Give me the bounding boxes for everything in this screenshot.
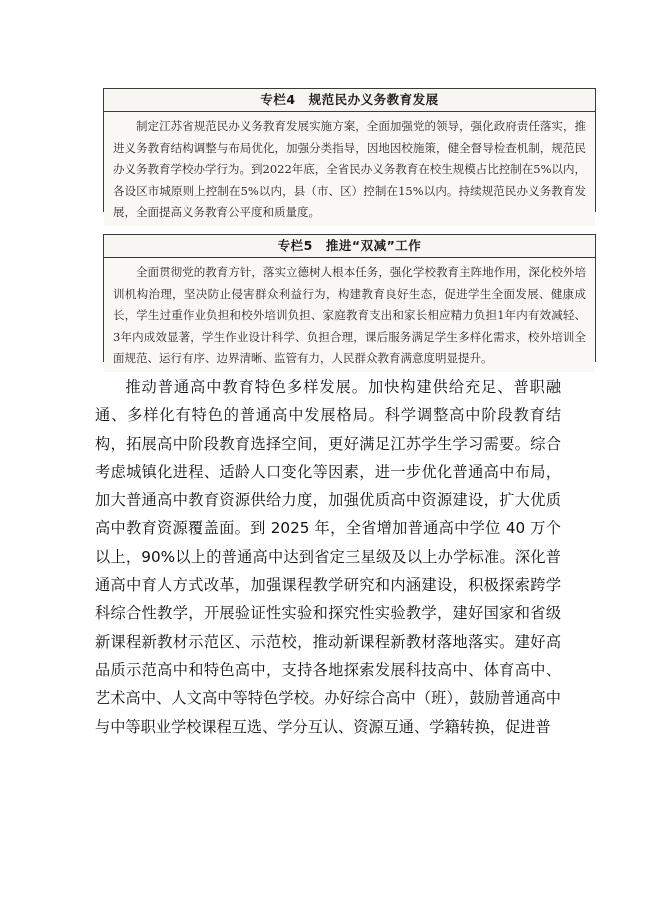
- column-box-4: [103, 88, 596, 219]
- column-box-4-body: 制定江苏省规范民办义务教育发展实施方案，全面加强党的领导，强化政府责任落实，推进义务教育结构调整与布局优化，加强分类指导，因地因校施策，健全督导检查机制，规范民办义务教育学校办学行为。到2022年底，全省民办义务教育在校生规模占比控制在5%以内，各设区市城原则上控制在5%以内，县（市、区）控制在15%以内。持续规范民办义务教育发展，全面提高义务教育公平度和质量度。: [104, 112, 595, 226]
- column-box-5-title: 专栏5 推进“双减”工作: [104, 235, 595, 258]
- body-paragraph: 推动普通高中教育特色多样发展。加快构建供给充足、普职融通、多样化有特色的普通高中发展格局。科学调整高中阶段教育结构，拓展高中阶段教育选择空间，更好满足江苏学生学习需要。综合考虑城镇化进程、适龄人口变化等因素，进一步优化普通高中布局，加大普通高中教育资源供给力度，加强优质高中资源建设，扩大优质高中教育资源覆盖面。到 2025 年，全省增加普通高中学位 40 万个以上，90%以上的普通高中达到省定三星级及以上办学标准。深化普通高中育人方式改革，加强课程教学研究和内涵建设，积极探索跨学科综合性教学，开展验证性实验和探究性实验教学，建好国家和省级新课程新教材示范区、示范校，推动新课程新教材落地落实。建好高品质示范高中和特色高中，支持各地探索发展科技高中、体育高中、艺术高中、人文高中等特色学校。办好综合高中（班），鼓励普通高中与中等职业学校课程互选、学分互认、资源互通、学籍转换，促进普: [95, 378, 561, 736]
- column-box-5: [103, 234, 596, 365]
- column-box-4-title: 专栏4 规范民办义务教育发展: [104, 89, 595, 112]
- column-box-5-body: 全面贯彻党的教育方针，落实立德树人根本任务，强化学校教育主阵地作用，深化校外培训机构治理，坚决防止侵害群众利益行为，构建教育良好生态，促进学生全面发展、健康成长，学生过重作业负担和校外培训负担、家庭教育支出和家长相应精力负担1年内有效减轻、3年内成效显著，学生作业设计科学、负担合理，课后服务满足学生多样化需求，校外培训全面规范、运行有序、边界清晰、监管有力，人民群众教育满意度明显提升。: [104, 258, 595, 372]
